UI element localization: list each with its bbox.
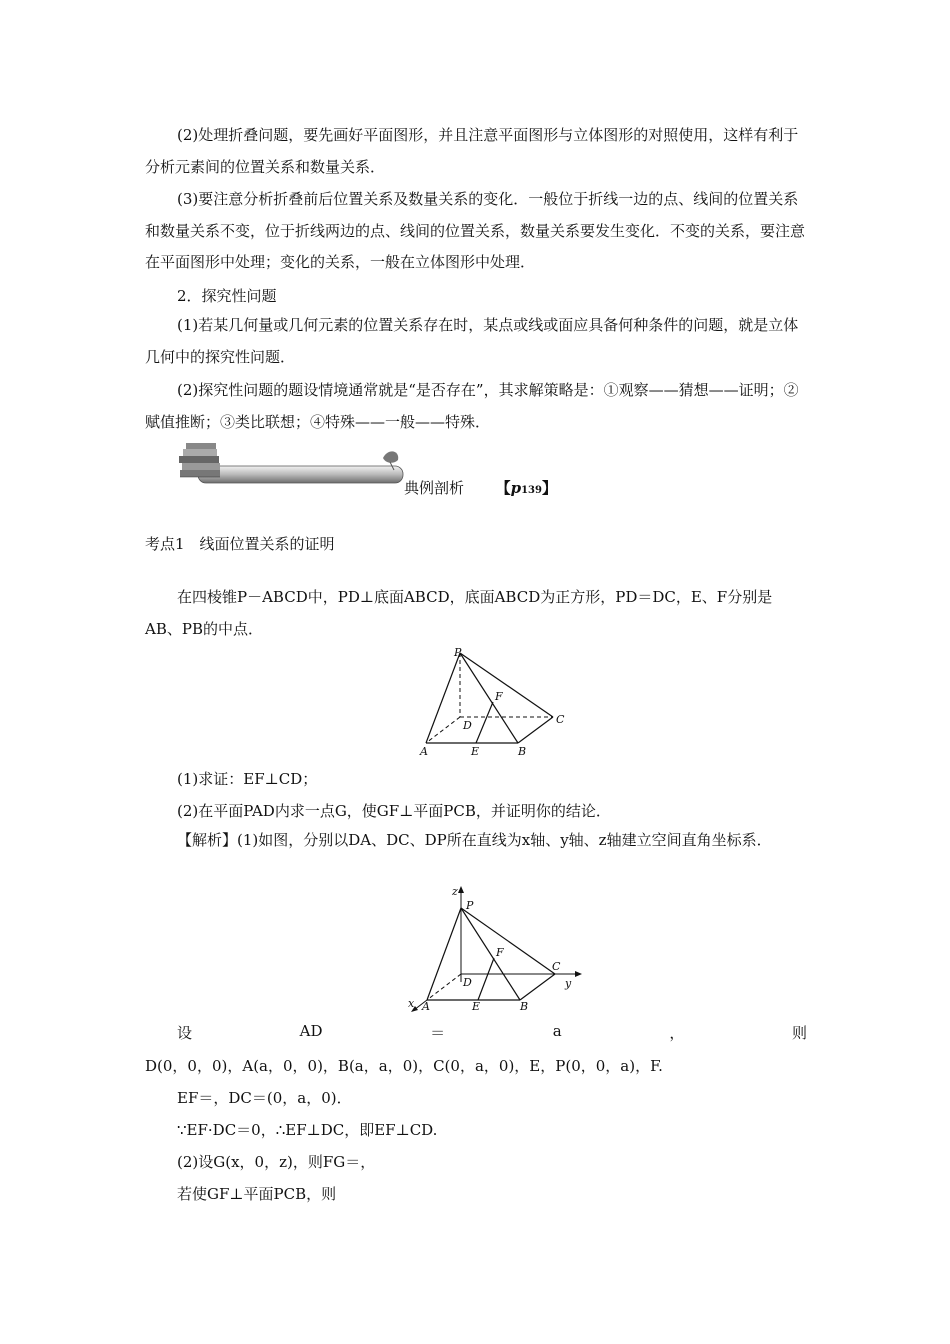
question-2: (2)在平面PAD内求一点G，使GF⊥平面PCB，并证明你的结论． (177, 802, 611, 820)
page-ref (496, 479, 557, 497)
part2-line: (2)设G(x，0，z)，则FG＝， (177, 1153, 376, 1171)
label-D: D (463, 976, 472, 989)
coordinates-line: D(0，0，0)，A(a，0，0)，B(a，a，0)，C(0，a，0)，E，P(0，0，a)，F. (145, 1057, 663, 1075)
label-B: B (518, 745, 527, 758)
label-F: F (495, 690, 503, 703)
axis-label-x: x (408, 997, 415, 1010)
label-B: B (520, 1000, 529, 1013)
dot-product-line: ∵EF·DC＝0，∴EF⊥DC，即EF⊥CD. (177, 1121, 438, 1139)
question-1: (1)求证：EF⊥CD； (177, 770, 318, 788)
set-word-1: 设 (177, 1024, 193, 1042)
axis-label-y: y (565, 977, 572, 990)
section-banner (178, 440, 408, 488)
heading-exploratory: 2．探究性问题 (177, 287, 277, 305)
set-word-3: ＝ (430, 1024, 446, 1042)
set-word-5: ， (669, 1024, 685, 1042)
paragraph-folding-2: (2)处理折叠问题，要先画好平面图形，并且注意平面图形与立体图形的对照使用，这样有利于分析元素间的位置关系和数量关系． (145, 126, 799, 176)
paragraph-exploratory-1: (1)若某几何量或几何元素的位置关系存在时，某点或线或面应具备何种条件的问题，就是立体几何中的探究性问题． (145, 316, 799, 366)
part2-condition-line: 若使GF⊥平面PCB，则 (177, 1185, 337, 1203)
label-C: C (552, 960, 561, 973)
set-word-4: a (552, 1022, 562, 1040)
banner-label (404, 477, 557, 498)
vectors-line: EF＝，DC＝(0，a，0)． (177, 1089, 352, 1107)
label-E: E (472, 1000, 481, 1013)
label-P: P (466, 899, 474, 912)
section-title: 考点1 线面位置关系的证明 (145, 535, 335, 553)
label-A: A (422, 1000, 430, 1013)
ref-p: p (510, 479, 522, 497)
label-A: A (420, 745, 428, 758)
ref-open: 【 (495, 479, 511, 497)
books-banner-icon (178, 440, 408, 488)
axis-label-z: z (452, 885, 458, 898)
ref-page-number: 139 (521, 485, 542, 496)
set-word-2: AD (299, 1022, 323, 1040)
set-word-6: 则 (791, 1024, 807, 1042)
solution-intro: 【解析】(1)如图，分别以DA、DC、DP所在直线为x轴、y轴、z轴建立空间直角坐标系． (177, 831, 772, 849)
label-C: C (556, 713, 565, 726)
paragraph-exploratory-2: (2)探究性问题的题设情境通常就是“是否存在”，其求解策略是：①观察——猜想——证明；②赋值推断；③类比联想；④特殊——一般——特殊． (145, 381, 799, 431)
banner-title: 典例剖析 (404, 479, 465, 497)
label-F: F (496, 946, 504, 959)
paragraph-folding-3: (3)要注意分析折叠前后位置关系及数量关系的变化．一般位于折线一边的点、线间的位置关系和数量关系不变，位于折线两边的点、线间的位置关系，数量关系要发生变化．不变的关系，要注意在平面图形中处理；变化的关系，一般在立体图形中处理． (145, 190, 806, 271)
label-E: E (471, 745, 480, 758)
set-line (145, 1022, 807, 1043)
coordinate-pyramid-figure (400, 882, 590, 1017)
pyramid-figure (410, 645, 580, 760)
ref-close: 】 (541, 479, 557, 497)
label-D: D (463, 719, 472, 732)
problem-statement: 在四棱锥P－ABCD中，PD⊥底面ABCD，底面ABCD为正方形，PD＝DC，E、F分别是AB、PB的中点． (145, 588, 773, 638)
label-P: P (454, 646, 462, 659)
